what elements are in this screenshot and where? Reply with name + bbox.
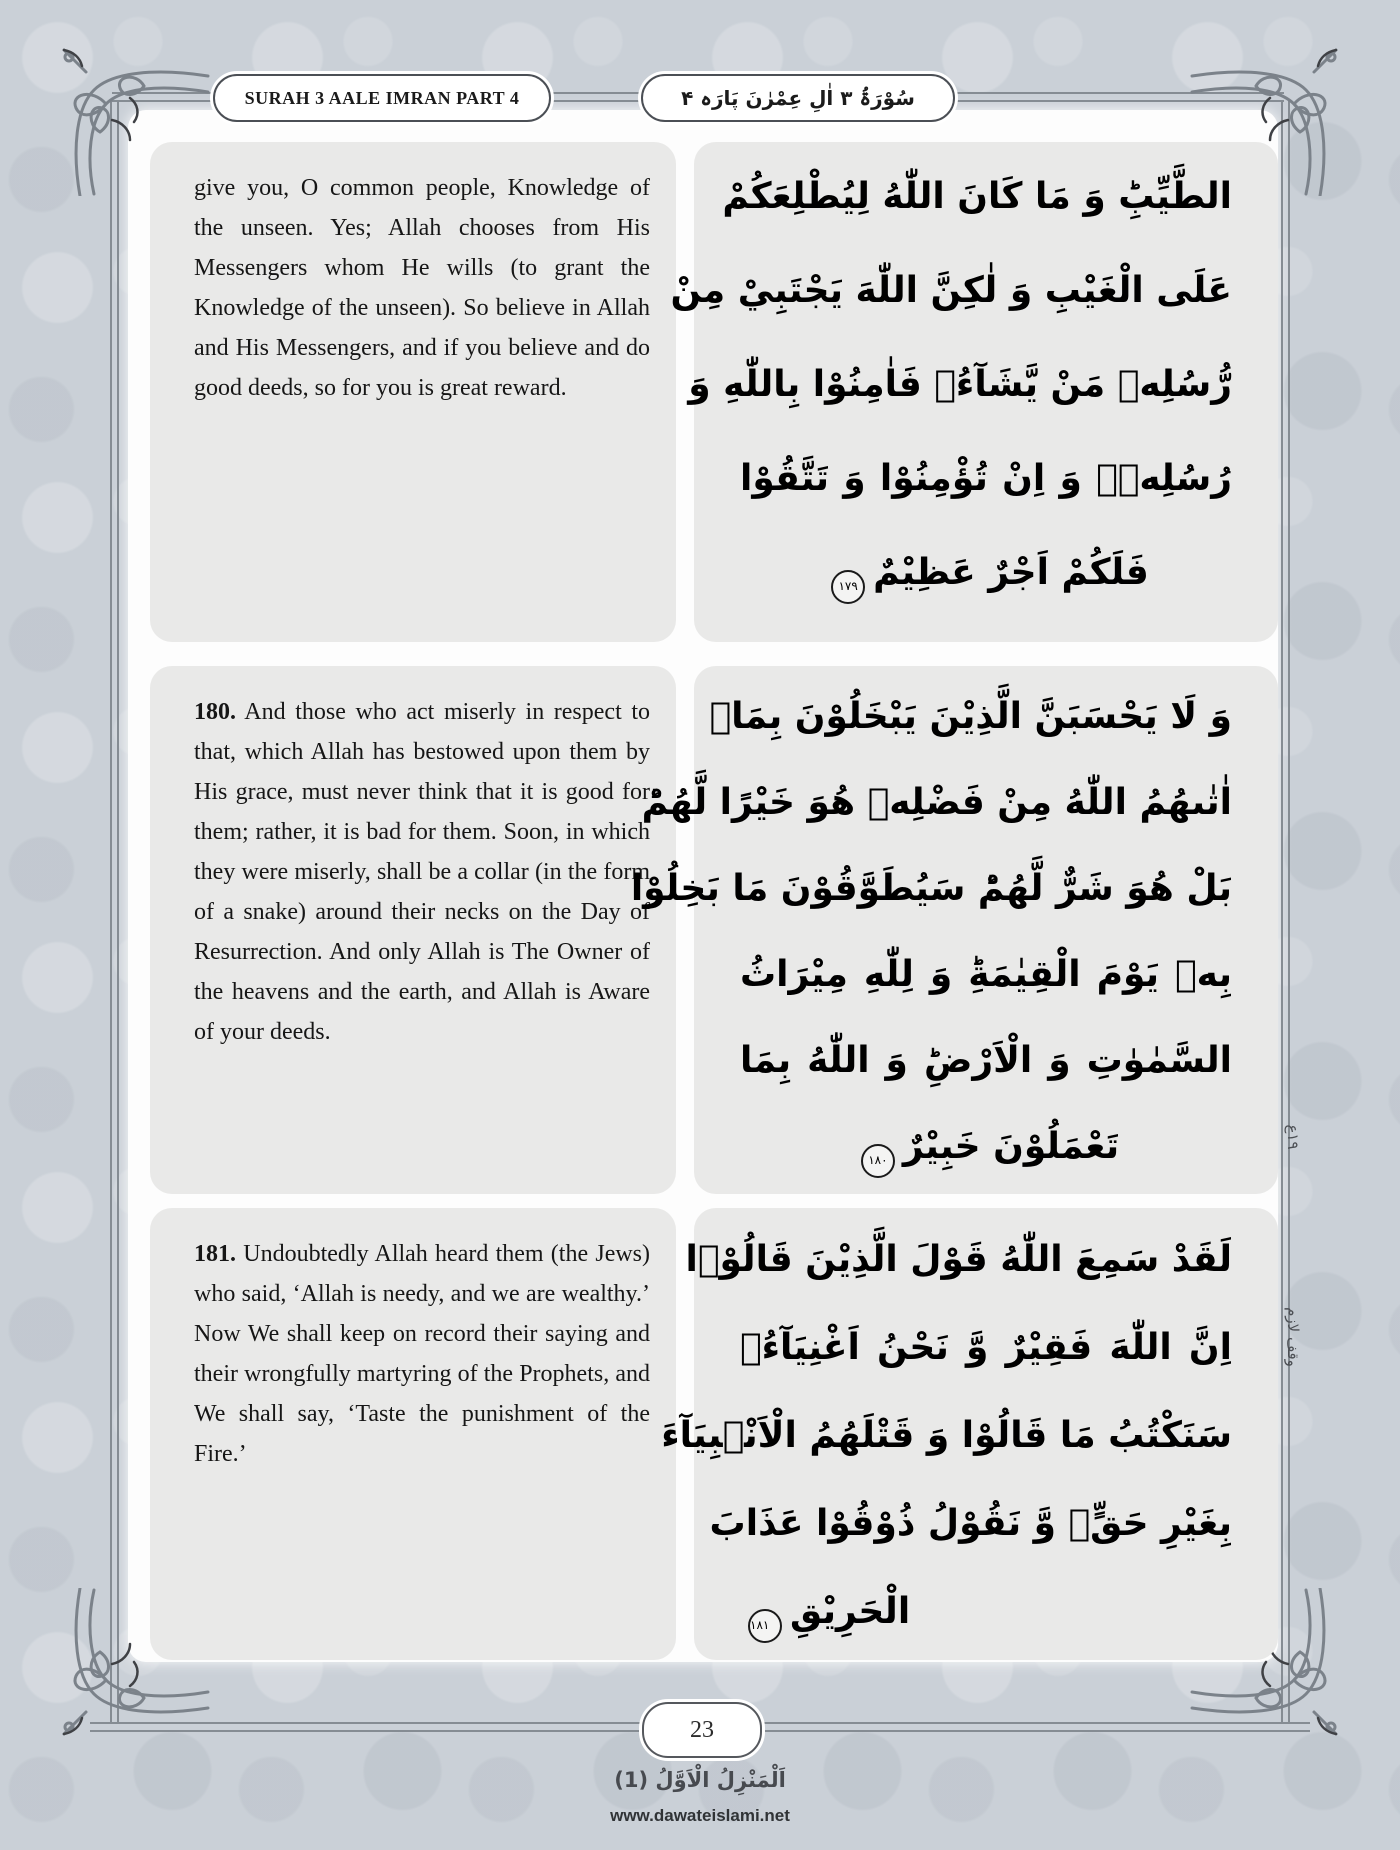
margin-waqf-mark: وقف لازم — [1284, 1307, 1302, 1367]
ayah-number: ۱۷۹ — [838, 579, 858, 593]
ayah-number: ۱۸۰ — [868, 1153, 888, 1167]
translation-block-180 — [150, 666, 676, 1194]
page-number: 23 — [690, 1716, 714, 1743]
ayah-number: ۱۸۱ — [750, 1618, 770, 1632]
manzil-label: اَلْمَنْزِلُ الْاَوَّلُ (1) — [614, 1768, 786, 1792]
arabic-block-180 — [630, 666, 1278, 1194]
arabic-line — [740, 1568, 1232, 1656]
margin-ruku-mark: ۱۹ع — [1284, 1124, 1302, 1150]
arabic-line: اٰتٰىهُمُ اللّٰهُ مِنْ فَضْلِهٖ هُوَ خَيْرًا لَّهُمْؕ — [641, 782, 1232, 823]
arabic-line: بِهٖ يَوْمَ الْقِيٰمَةِؕ وَ لِلّٰهِ مِيْرَاثُ — [740, 954, 1232, 995]
arabic-line-text: فَلَكُمْ اَجْرٌ عَظِيْمٌ — [873, 552, 1149, 593]
arabic-line — [740, 1104, 1232, 1190]
surah-title-arabic-label: سُوْرَۃُ ۳ اٰلِ عِمْرٰنَ پَارَہ ۴ — [681, 86, 915, 110]
translation-text: Undoubtedly Allah heard them (the Jews) who said, ‘Allah is needy, and we are wealthy.’ Now We shall keep on record their saying and their wrongfully martyring of the Prophets, and We shall say, ‘Taste the punishment of the Fire.’ — [194, 1241, 651, 1467]
translation-block-181 — [150, 1208, 676, 1660]
arabic-line: رُسُلِهٖۚ وَ اِنْ تُؤْمِنُوْا وَ تَتَّقُوْا — [740, 458, 1232, 499]
translation-paragraph — [150, 1208, 676, 1474]
arabic-line: وَ لَا يَحْسَبَنَّ الَّذِيْنَ يَبْخَلُوْنَ بِمَاۤ — [709, 696, 1232, 737]
arabic-line: لَقَدْ سَمِعَ اللّٰهُ قَوْلَ الَّذِيْنَ قَالُوْۤا — [685, 1239, 1232, 1280]
arabic-block-179 — [670, 142, 1278, 642]
surah-title-badge-arabic — [641, 74, 955, 122]
ayah-end-medallion — [831, 570, 865, 604]
website-url: www.dawateislami.net — [610, 1806, 790, 1825]
arabic-line: عَلَى الْغَيْبِ وَ لٰكِنَّ اللّٰهَ يَجْتَبِيْ مِنْ — [670, 270, 1232, 311]
translation-block-179 — [150, 142, 676, 642]
arabic-line: بَلْ هُوَ شَرٌّ لَّهُمْؕ سَيُطَوَّقُوْنَ مَا بَخِلُوْا — [630, 868, 1232, 909]
ayah-end-medallion — [748, 1609, 782, 1643]
arabic-line: السَّمٰوٰتِ وَ الْاَرْضِؕ وَ اللّٰهُ بِمَا — [740, 1040, 1232, 1081]
ayah-end-medallion — [861, 1144, 895, 1178]
arabic-line: بِغَيْرِ حَقٍّۙ وَّ نَقُوْلُ ذُوْقُوْا عَذَابَ — [709, 1503, 1232, 1544]
surah-title-label: SURAH 3 AALE IMRAN PART 4 — [244, 87, 520, 108]
verse-number: 181. — [194, 1241, 236, 1267]
surah-title-badge — [213, 74, 551, 122]
frame-left-border — [110, 100, 119, 1724]
arabic-block-181 — [661, 1208, 1278, 1660]
arabic-line: رُّسُلِهٖ مَنْ يَّشَآءُ۪ فَاٰمِنُوْا بِاللّٰهِ وَ — [688, 364, 1232, 405]
translation-text: give you, O common people, Knowledge of the unseen. Yes; Allah chooses from His Messengers whom He wills (to grant the Knowledge of the unseen). So believe in Allah and His Messengers, and if you believe and do good deeds, so for you is great reward. — [194, 175, 650, 401]
arabic-line — [740, 526, 1232, 620]
arabic-line: اِنَّ اللّٰهَ فَقِيْرٌ وَّ نَحْنُ اَغْنِيَآءُۘ — [740, 1327, 1232, 1368]
translation-paragraph — [150, 666, 676, 1052]
frame-right-border — [1281, 100, 1290, 1724]
verse-number: 180. — [194, 699, 236, 725]
translation-text: And those who act miserly in respect to that, which Allah has bestowed upon them by His grace, must never think that it is good for them; rather, it is bad for them. Soon, in which they were miserly, shall be a collar (in the form of a snake) around their necks on the Day of Resurrection. And only Allah is The Owner of the heavens and the earth, and Allah is Aware of your deeds. — [194, 699, 651, 1045]
arabic-line-text: تَعْمَلُوْنَ خَبِيْرٌ — [902, 1126, 1120, 1167]
page-number-badge — [642, 1702, 762, 1758]
arabic-line: سَنَكْتُبُ مَا قَالُوْا وَ قَتْلَهُمُ الْاَنْۢبِيَآءَ — [661, 1415, 1232, 1456]
arabic-line-text: الْحَرِيْقِ — [790, 1591, 911, 1632]
arabic-line: الطَّيِّبِؕ وَ مَا كَانَ اللّٰهُ لِيُطْلِعَكُمْ — [722, 176, 1232, 217]
translation-paragraph — [150, 142, 676, 408]
